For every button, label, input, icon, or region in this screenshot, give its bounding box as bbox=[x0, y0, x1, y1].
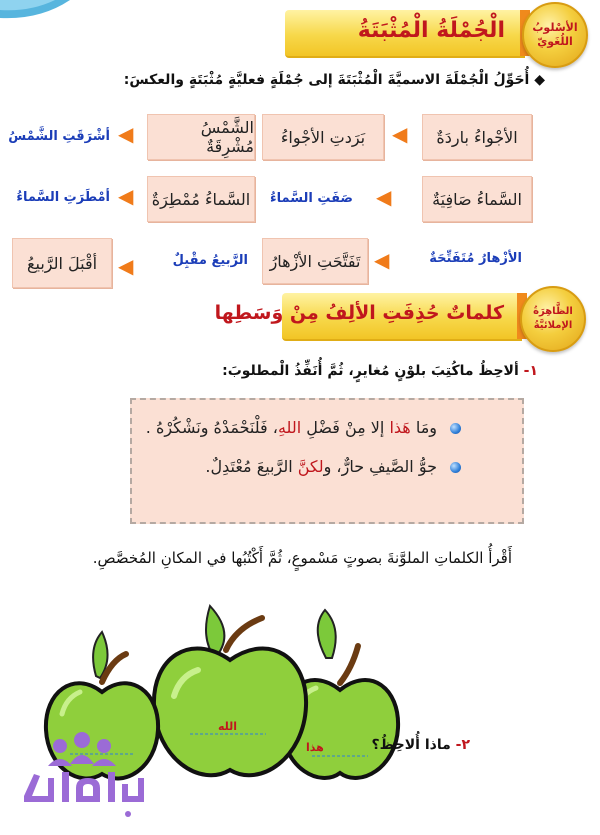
arrow-left-icon: ◀ bbox=[376, 185, 392, 209]
arrow-left-icon: ◀ bbox=[392, 122, 408, 146]
section2-badge-line1: الظَّاهِرَةُ bbox=[533, 306, 573, 317]
row1-target-box: بَرَدتِ الأجْواءُ bbox=[262, 114, 384, 160]
arrow-left-icon: ◀ bbox=[118, 122, 134, 146]
row1-target2-answer: أشْرَقَتِ الشَّمْسُ bbox=[8, 129, 110, 144]
q2-number: ٢- bbox=[455, 737, 470, 753]
apple-small-word: هذا bbox=[306, 741, 324, 754]
sentence2-after: الرَّبيعَ مُعْتَدِلٌ. bbox=[205, 457, 298, 476]
talabna-logo bbox=[18, 726, 148, 826]
section2-title: كلماتٌ حُذِفَتِ الألِفُ مِنْ وَسَطِها bbox=[214, 302, 504, 324]
bullet-icon bbox=[450, 423, 461, 434]
sentence1-after: ، فَلْنَحْمَدْهُ ونَشْكُرْهُ . bbox=[145, 418, 278, 437]
corner-decoration bbox=[0, 0, 70, 22]
row2-source-box: السَّماءُ صَافِيَةٌ bbox=[422, 176, 532, 222]
sentence1-word1: هَذا bbox=[389, 418, 411, 437]
q2-instruction bbox=[372, 737, 470, 753]
row3-source-answer: الأزْهارُ مُتَفَتِّحَةٌ bbox=[429, 251, 522, 266]
arrow-left-icon: ◀ bbox=[118, 184, 134, 208]
bullet-icon bbox=[450, 462, 461, 473]
sentence1-word2: اللهِ bbox=[277, 418, 302, 437]
sentence2-before: جوُّ الصَّيفِ حارٌّ، و bbox=[323, 457, 437, 476]
section1-instruction bbox=[124, 72, 545, 88]
section1-title: الْجُمْلَةُ الْمُثْبَتَةُ bbox=[357, 18, 505, 43]
read-instruction: أَقْرأُ الكلماتِ الملوَّنةَ بصوتٍ مَسْموعٍ، ثُمَّ أَكْتُبُها في المكانِ المُخصَّصِ. bbox=[92, 549, 512, 567]
row2-target2-answer: أمْطَرَتِ السَّماءُ bbox=[16, 190, 110, 205]
row1-source2-box: الشَّمْسُ مُشْرِقَةٌ bbox=[147, 114, 255, 160]
section1-badge-line2: اللُغَويّ bbox=[537, 35, 573, 48]
q1-instruction bbox=[222, 363, 538, 379]
q1-number: ١- bbox=[523, 363, 538, 379]
section1-instruction-text: أُحَوِّلُ الْجُمْلَةَ الاسميَّةَ الْمُثْبَتَةَ إلى جُمْلَةٍ فعليَّةٍ مُثْبَتَةٍ والعكسَ: bbox=[123, 72, 530, 88]
row3-target-box: تَفَتَّحَتِ الأزْهارُ bbox=[262, 238, 368, 284]
q2-text: ماذا أُلاحِظُ؟ bbox=[371, 737, 451, 753]
row1-source-box: الأجْواءُ باردَةٌ bbox=[422, 114, 532, 160]
row2-source2-box: السَّماءُ مُمْطِرَةٌ bbox=[147, 176, 255, 222]
apple-large-icon bbox=[154, 606, 306, 775]
sentence2-word1: لكنَّ bbox=[297, 457, 324, 476]
section2-badge bbox=[520, 286, 586, 352]
arrow-left-icon: ◀ bbox=[118, 254, 134, 278]
section1-badge bbox=[522, 2, 588, 68]
sentence1-before: ومَا bbox=[410, 418, 437, 437]
row2-target-answer: صَفَتِ السَّماءُ bbox=[269, 191, 353, 206]
row3-target2-box: أقْبَلَ الرَّبيعُ bbox=[12, 238, 112, 288]
section2-badge-line2: الإملائيَّةُ bbox=[533, 320, 573, 331]
section1-badge-line1: الأسْلوبُ bbox=[532, 21, 578, 34]
apple-large-word: الله bbox=[218, 720, 238, 733]
diamond-icon: ◆ bbox=[534, 72, 545, 88]
arrow-left-icon: ◀ bbox=[374, 248, 390, 272]
sentence-2 bbox=[205, 457, 437, 476]
sentence1-middle: إلا مِنْ فَضْلِ bbox=[301, 418, 390, 437]
row3-source2-answer: الرَّبيعُ مقْبِلٌ bbox=[172, 253, 248, 268]
sentence-1 bbox=[146, 418, 437, 437]
q1-text: ألاحِظُ ماكُتِبَ بلوْنٍ مُغايرٍ، ثُمَّ أُنَفِّذُ الْمطلوبَ: bbox=[222, 363, 519, 379]
